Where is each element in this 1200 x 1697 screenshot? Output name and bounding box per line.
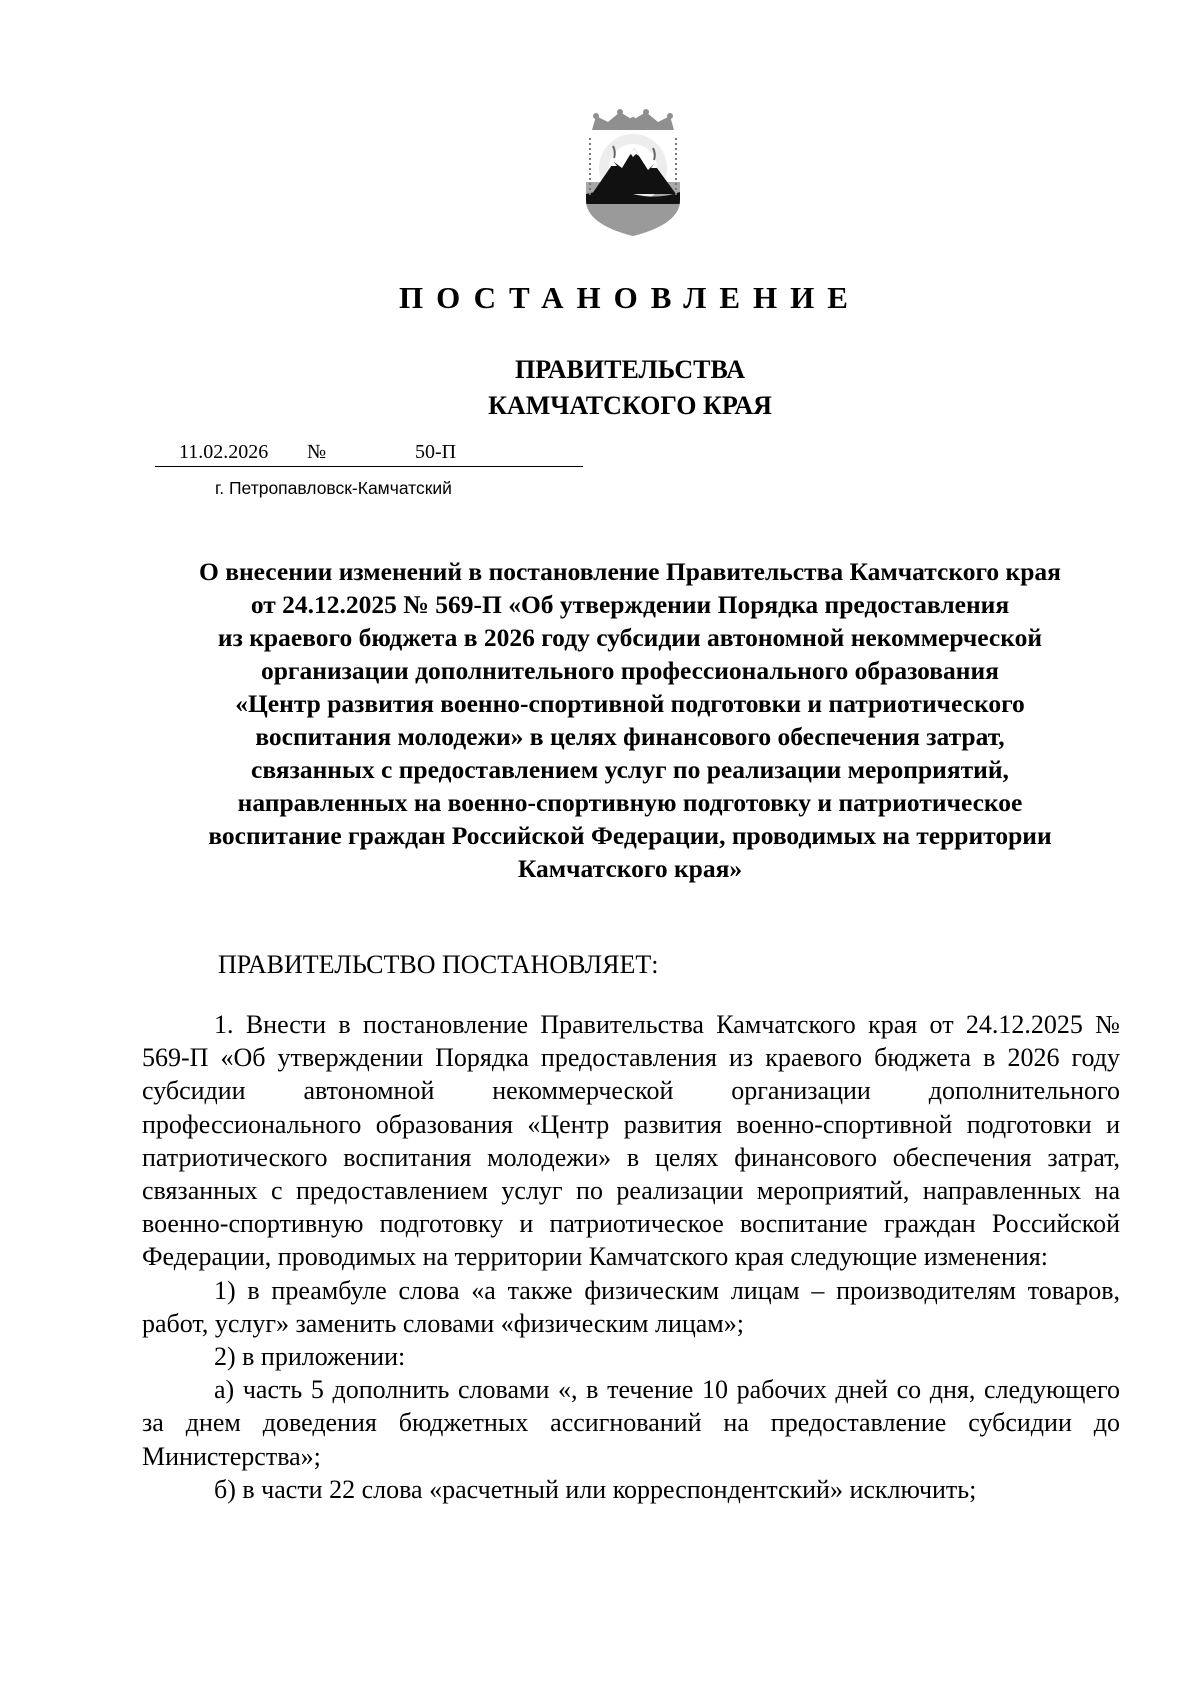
title-line: организации дополнительного профессионального образования <box>261 656 999 685</box>
title-line: О внесении изменений в постановление Правительства Камчатского края <box>199 557 1061 586</box>
document-type-heading: ПОСТАНОВЛЕНИЕ <box>399 280 861 315</box>
kamchatka-coat-of-arms-icon <box>578 108 688 238</box>
body-paragraph: 1) в преамбуле слова «а также физическим лицам – производителям товаров, работ, услуг» заменить словами «физическим лицам»; <box>142 1275 1120 1338</box>
title-line: направленных на военно-спортивную подготовку и патриотическое <box>237 788 1023 817</box>
date-number-line <box>155 440 583 467</box>
body-paragraph: а) часть 5 дополнить словами «, в течение 10 рабочих дней со дня, следующего за днем доведения бюджетных ассигнований на предоставление субсидии до Министерства»; <box>142 1375 1120 1471</box>
title-line: Камчатского края» <box>517 854 743 883</box>
number-sign: № <box>307 441 327 463</box>
title-line: из краевого бюджета в 2026 году субсидии автономной некоммерческой <box>217 623 1043 652</box>
document-date: 11.02.2026 <box>179 441 269 463</box>
issuing-authority <box>0 352 1200 424</box>
authority-line-1: ПРАВИТЕЛЬСТВА <box>515 355 745 384</box>
body-paragraph: б) в части 22 слова «расчетный или корреспондентский» исключить; <box>214 1474 977 1504</box>
title-line: воспитания молодежи» в целях финансового обеспечения затрат, <box>255 722 1005 751</box>
title-line: воспитание граждан Российской Федерации, проводимых на территории <box>208 821 1052 850</box>
body-paragraph: 2) в приложении: <box>214 1342 406 1372</box>
title-line: от 24.12.2025 № 569-П «Об утверждении Порядка предоставления <box>250 590 1010 619</box>
place-of-issue: г. Петропавловск-Камчатский <box>215 478 452 498</box>
authority-line-2: КАМЧАТСКОГО КРАЯ <box>488 391 772 420</box>
body-paragraph: 1. Внести в постановление Правительства Камчатского края от 24.12.2025 № 569-П «Об утверждении Порядка предоставления из краевого бюджета в 2026 году субсидии автономной некоммерческой организации дополнительного профессионального образования «Центр развития военно-спортивной подготовки и патриотического воспитания молодежи» в целях финансового обеспечения затрат, связанных с предоставлением услуг по реализации мероприятий, направленных на военно-спортивную подготовку и патриотическое воспитание граждан Российской Федерации, проводимых на территории Камчатского края следующие изменения: <box>142 1010 1120 1272</box>
decree-statement: ПРАВИТЕЛЬСТВО ПОСТАНОВЛЯЕТ: <box>218 950 659 979</box>
title-line: «Центр развития военно-спортивной подготовки и патриотического <box>235 689 1025 718</box>
document-title <box>140 555 1120 885</box>
title-line: связанных с предоставлением услуг по реализации мероприятий, <box>251 755 1009 784</box>
document-number: 50-П <box>415 441 457 463</box>
document-body <box>142 1008 1120 1506</box>
